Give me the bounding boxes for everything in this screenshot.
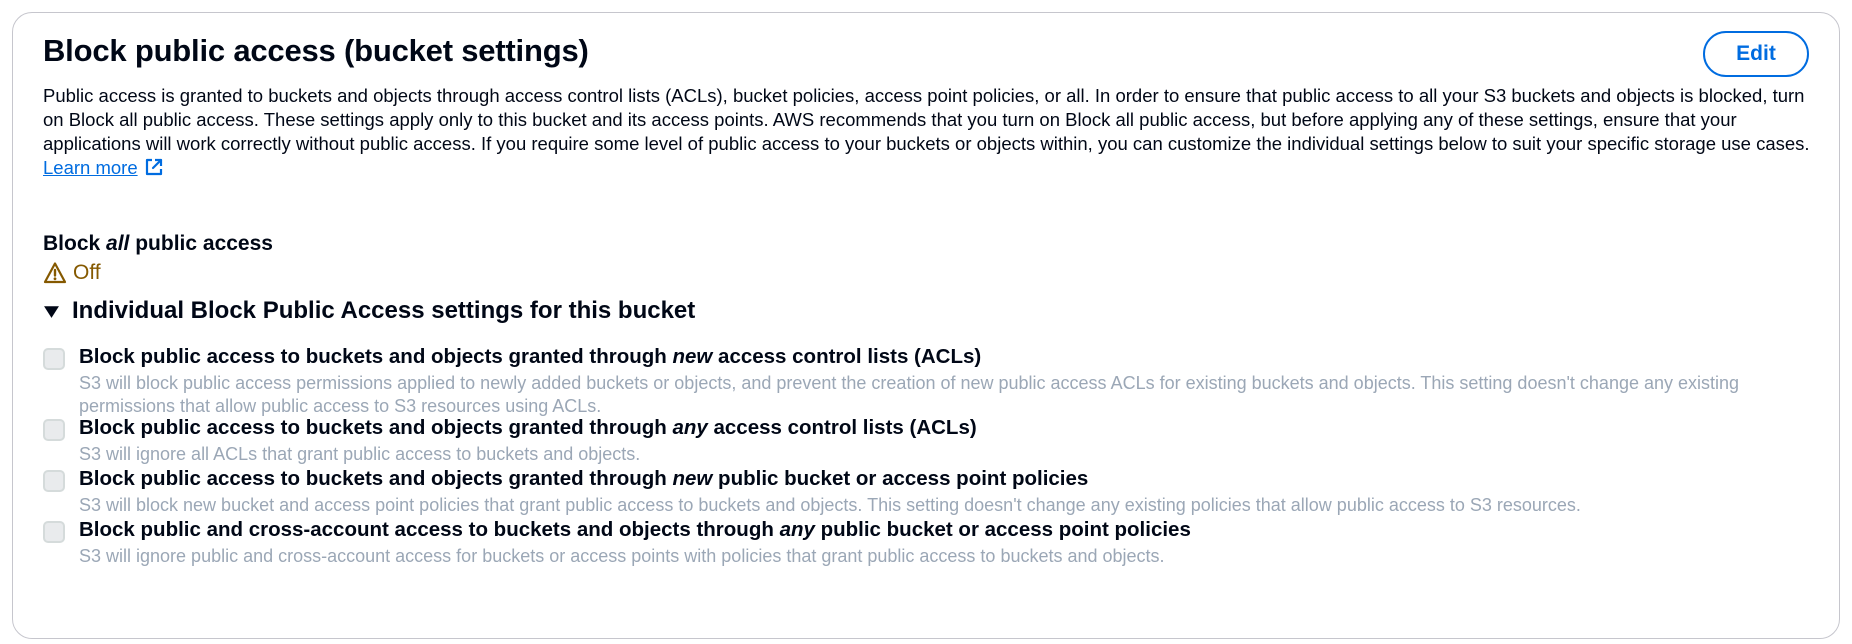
option-label: [79, 465, 1581, 493]
option-label-emphasis: new: [672, 467, 713, 490]
option-text: [79, 516, 1191, 568]
option-label-after: access control lists (ACLs): [712, 345, 982, 368]
setting-option-any-policies: [43, 516, 1191, 568]
option-description: S3 will block new bucket and access point policies that grant public access to buckets and objects. This setting doesn't change any existing policies that allow public access to S3 resources.: [79, 495, 1581, 515]
option-label: [79, 414, 977, 442]
option-label-before: Block public access to buckets and objects granted through: [79, 345, 673, 368]
status-text: Off: [73, 261, 101, 284]
warning-icon: [43, 261, 67, 285]
checkbox-new-policies[interactable]: [43, 470, 65, 492]
option-description: S3 will ignore public and cross-account access for buckets or access points with policies that grant public access to buckets and objects.: [79, 546, 1165, 566]
checkbox-any-policies[interactable]: [43, 521, 65, 543]
option-label: [79, 516, 1191, 544]
option-label-after: access control lists (ACLs): [707, 416, 977, 439]
checkbox-any-acls[interactable]: [43, 419, 65, 441]
block-all-label-emphasis: all: [106, 232, 130, 255]
panel-description: [43, 84, 1818, 180]
block-all-label-before: Block: [43, 232, 107, 255]
panel-title: Block public access (bucket settings): [43, 33, 589, 68]
option-text: [79, 414, 977, 466]
option-label-before: Block public access to buckets and objects granted through: [79, 416, 673, 439]
setting-option-new-policies: [43, 465, 1581, 517]
option-label-emphasis: any: [672, 416, 708, 439]
option-label-emphasis: any: [779, 518, 815, 541]
option-label-after: public bucket or access point policies: [712, 467, 1089, 490]
option-description: S3 will block public access permissions applied to newly added buckets or objects, and prevent the creation of new public access ACLs for existing buckets and objects. This setting doesn't change any existing permissions that allow public access to S3 resources using ACLs.: [79, 373, 1740, 416]
individual-settings-expander[interactable]: [43, 297, 695, 325]
option-description: S3 will ignore all ACLs that grant public access to buckets and objects.: [79, 444, 641, 464]
option-label: [79, 343, 1833, 371]
individual-settings-title: Individual Block Public Access settings for this bucket: [72, 297, 696, 324]
external-link-icon: [144, 157, 164, 177]
description-text: Public access is granted to buckets and objects through access control lists (ACLs), bucket policies, access point policies, or all. In order to ensure that public access to all your S3 buckets and objects is blocked, turn on Block all public access. These settings apply only to this bucket and its access points. AWS recommends that you turn on Block all public access, but before applying any of these settings, ensure that your applications will work correctly without public access. If you require some level of public access to your buckets or objects within, you can customize the individual settings below to suit your specific storage use cases.: [43, 85, 1810, 154]
checkbox-new-acls[interactable]: [43, 348, 65, 370]
option-label-before: Block public and cross-account access to buckets and objects through: [79, 518, 780, 541]
learn-more-label: Learn more: [43, 157, 138, 178]
caret-down-icon: [43, 303, 60, 320]
setting-option-any-acls: [43, 414, 977, 466]
option-label-emphasis: new: [672, 345, 713, 368]
setting-option-new-acls: [43, 343, 1833, 418]
block-all-label: [43, 232, 273, 256]
edit-button[interactable]: Edit: [1703, 31, 1809, 77]
block-all-label-after: public access: [129, 232, 273, 255]
option-label-after: public bucket or access point policies: [814, 518, 1191, 541]
learn-more-link[interactable]: [43, 157, 164, 178]
option-text: [79, 343, 1833, 418]
option-label-before: Block public access to buckets and objects granted through: [79, 467, 673, 490]
block-public-access-panel: [12, 12, 1840, 639]
option-text: [79, 465, 1581, 517]
block-all-status: [43, 261, 101, 285]
